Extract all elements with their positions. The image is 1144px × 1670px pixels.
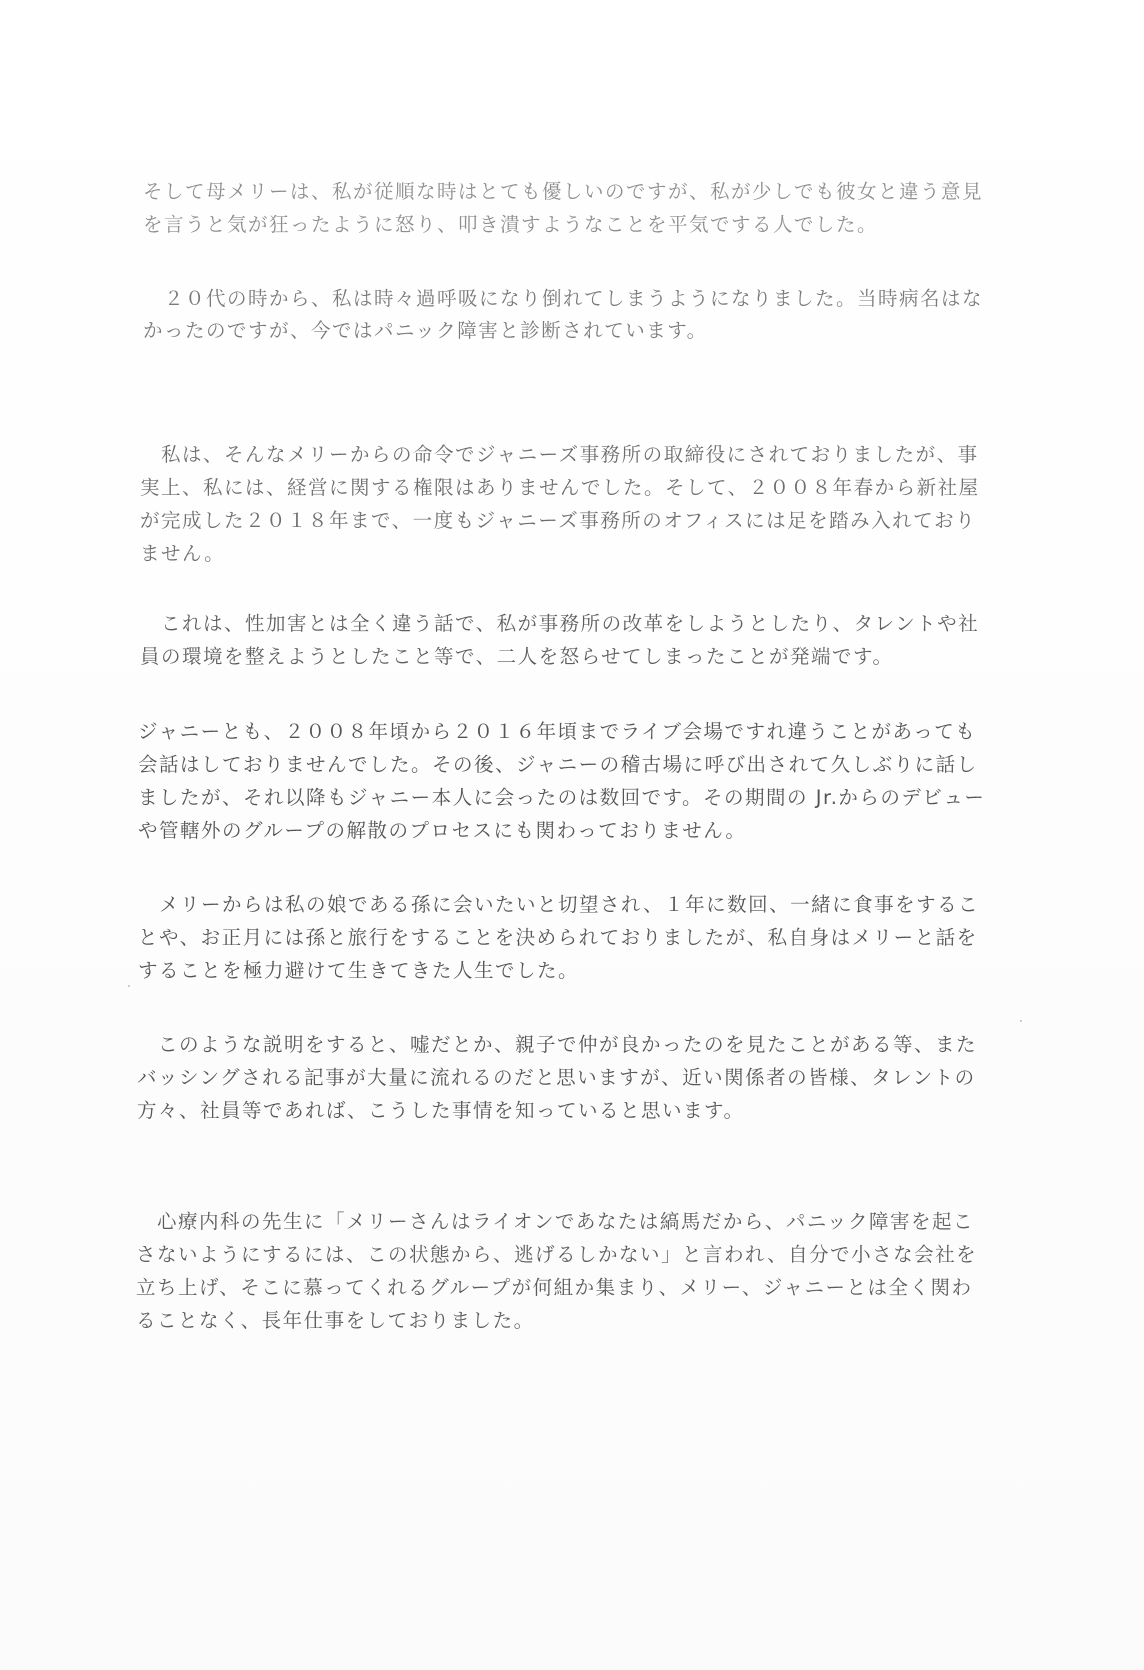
text-line: や管轄外のグループの解散のプロセスにも関わっておりません。 bbox=[138, 819, 747, 842]
text-line: これは、性加害とは全く違う話で、私が事務所の改革をしようとしたり、タレントや社 bbox=[140, 612, 980, 635]
text-line: ジャニーとも、２００８年頃から２０１６年頃までライブ会場ですれ違うことがあっても bbox=[138, 720, 977, 743]
text-line: 会話はしておりませんでした。その後、ジャニーの稽古場に呼び出されて久しぶりに話し bbox=[138, 753, 978, 776]
text-line: 方々、社員等であれば、こうした事情を知っていると思います。 bbox=[137, 1099, 745, 1122]
text-line: ることなく、長年仕事をしておりました。 bbox=[136, 1309, 535, 1332]
text-line: が完成した２０１８年まで、一度もジャニーズ事務所のオフィスには足を踏み入れており bbox=[140, 509, 977, 532]
text-line: ましたが、それ以降もジャニー本人に会ったのは数回です。その期間の Jr.からのデビュー bbox=[138, 786, 986, 809]
text-line: そして母メリーは、私が従順な時はとても優しいのですが、私が少しでも彼女と違う意見 bbox=[143, 180, 984, 203]
text-line: ２０代の時から、私は時々過呼吸になり倒れてしまうようになりました。当時病名はな bbox=[143, 287, 984, 310]
text-line: さないようにするには、この状態から、逃げるしかない」と言われ、自分で小さな会社を bbox=[136, 1243, 978, 1266]
text-line: ません。 bbox=[140, 542, 226, 565]
scan-speck bbox=[128, 985, 130, 987]
text-line: することを極力避けて生きてきた人生でした。 bbox=[138, 959, 580, 982]
text-line: かったのですが、今ではパニック障害と診断されています。 bbox=[143, 319, 708, 342]
text-line: メリーからは私の娘である孫に会いたいと切望され、１年に数回、一緒に食事をするこ bbox=[138, 893, 980, 916]
text-line: このような説明をすると、嘘だとか、親子で仲が良かったのを見たことがある等、また bbox=[137, 1033, 978, 1056]
scan-speck bbox=[1020, 1020, 1022, 1022]
text-line: 心療内科の先生に「メリーさんはライオンであなたは縞馬だから、パニック障害を起こ bbox=[136, 1210, 975, 1233]
text-line: 員の環境を整えようとしたこと等で、二人を怒らせてしまったことが発端です。 bbox=[140, 645, 894, 668]
text-line: 実上、私には、経営に関する権限はありませんでした。そして、２００８年春から新社屋 bbox=[140, 476, 980, 499]
text-line: バッシングされる記事が大量に流れるのだと思いますが、近い関係者の皆様、タレントの bbox=[137, 1066, 976, 1089]
text-line: を言うと気が狂ったように怒り、叩き潰すようなことを平気でする人でした。 bbox=[143, 213, 879, 236]
text-line: 私は、そんなメリーからの命令でジャニーズ事務所の取締役にされておりましたが、事 bbox=[140, 443, 979, 466]
text-line: 立ち上げ、そこに慕ってくれるグループが何組か集まり、メリー、ジャニーとは全く関わ bbox=[136, 1276, 973, 1299]
text-line: とや、お正月には孫と旅行をすることを決められておりましたが、私自身はメリーと話を bbox=[138, 926, 978, 949]
